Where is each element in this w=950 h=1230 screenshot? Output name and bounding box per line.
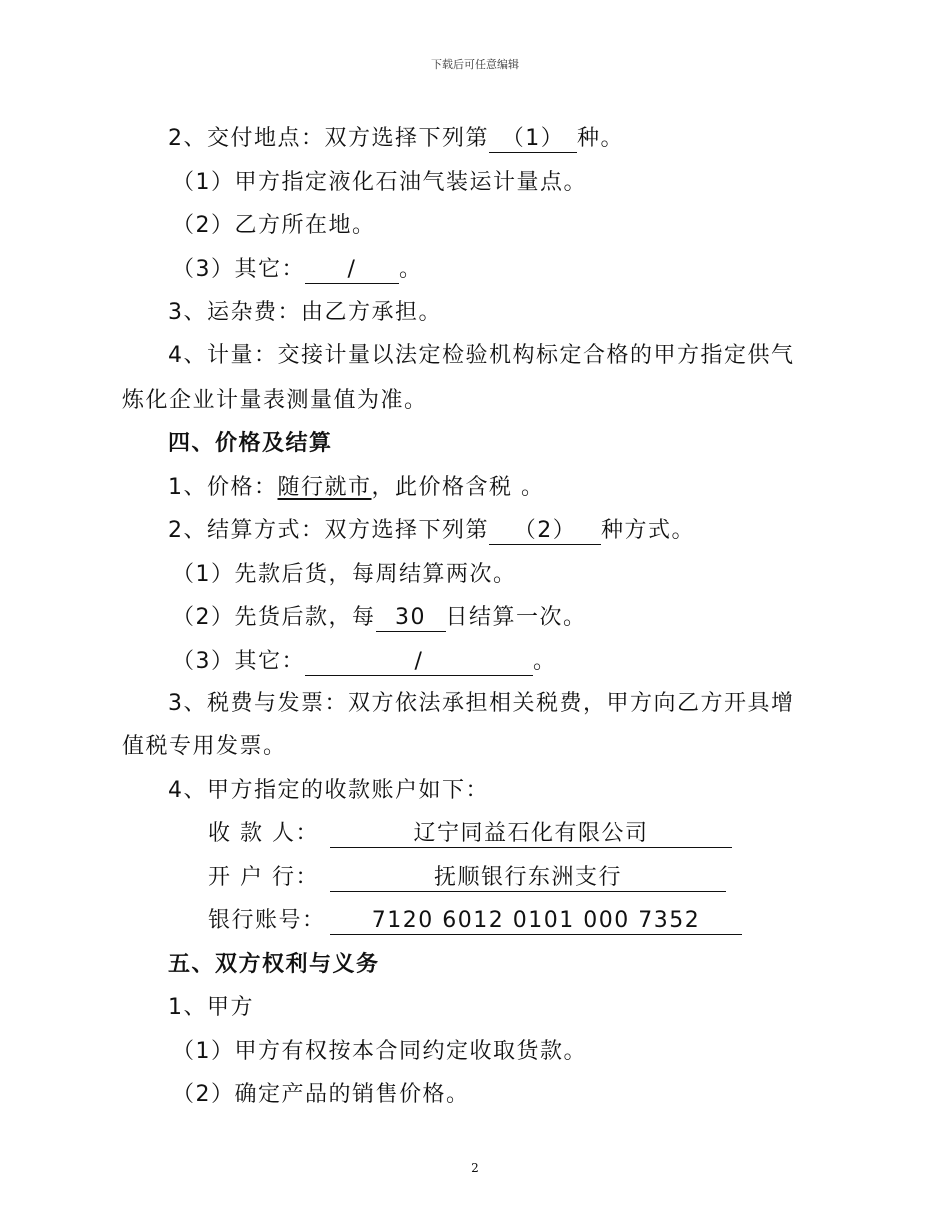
measurement-line: 4、计量：交接计量以法定检验机构标定合格的甲方指定供气 <box>168 343 795 368</box>
payee-row <box>208 819 732 849</box>
blank-field: （1） <box>489 126 577 153</box>
blank-field: / <box>305 257 399 284</box>
text: 2、交付地点：双方选择下列第 <box>168 126 489 151</box>
section-heading-price: 四、价格及结算 <box>168 431 333 456</box>
option-other-line <box>172 255 423 285</box>
text: 2、结算方式：双方选择下列第 <box>168 518 489 543</box>
underlined-text: 随行就市 <box>277 475 372 500</box>
text: （3）其它： <box>172 649 305 674</box>
page-number: 2 <box>471 1161 479 1175</box>
freight-line: 3、运杂费：由乙方承担。 <box>168 300 442 325</box>
measurement-line-cont: 炼化企业计量表测量值为准。 <box>122 388 428 413</box>
text: 种。 <box>577 126 625 151</box>
bank-value: 抚顺银行东洲支行 <box>330 865 726 892</box>
option-line: （1）甲方指定液化石油气装运计量点。 <box>172 170 587 195</box>
text: 。 <box>399 257 423 282</box>
option-line <box>172 603 587 633</box>
settlement-line <box>168 516 695 546</box>
blank-field: 30 <box>376 605 446 632</box>
text: 日结算一次。 <box>445 605 587 630</box>
account-number-value: 7120 6012 0101 000 7352 <box>330 908 742 935</box>
party-a-line: 1、甲方 <box>168 995 254 1020</box>
page-header: 下载后可任意编辑 <box>431 58 519 71</box>
section-heading-rights: 五、双方权利与义务 <box>168 952 380 977</box>
delivery-location-line <box>168 124 624 154</box>
option-line: （1）先款后货，每周结算两次。 <box>172 562 517 587</box>
option-line: （2）乙方所在地。 <box>172 213 376 238</box>
text: （2）先货后款，每 <box>172 605 376 630</box>
option-other-line <box>172 647 557 677</box>
payee-label: 收 款 人： <box>208 821 319 846</box>
bank-row <box>208 863 726 893</box>
option-line: （2）确定产品的销售价格。 <box>172 1082 470 1107</box>
tax-invoice-line-cont: 值税专用发票。 <box>122 734 287 759</box>
text: ，此价格含税 。 <box>371 475 545 500</box>
blank-field: / <box>305 649 533 676</box>
payee-value: 辽宁同益石化有限公司 <box>330 821 732 848</box>
tax-invoice-line: 3、税费与发票：双方依法承担相关税费，甲方向乙方开具增 <box>168 691 795 716</box>
option-line: （1）甲方有权按本合同约定收取货款。 <box>172 1039 587 1064</box>
account-number-row <box>208 906 742 936</box>
account-number-label: 银行账号： <box>208 908 326 933</box>
price-line <box>168 473 545 503</box>
text: 种方式。 <box>601 518 696 543</box>
bank-label: 开 户 行： <box>208 865 319 890</box>
text: 1、价格： <box>168 475 278 500</box>
account-intro-line: 4、甲方指定的收款账户如下： <box>168 778 489 803</box>
text: （3）其它： <box>172 257 305 282</box>
blank-field: （2） <box>489 518 601 545</box>
text: 。 <box>533 649 557 674</box>
